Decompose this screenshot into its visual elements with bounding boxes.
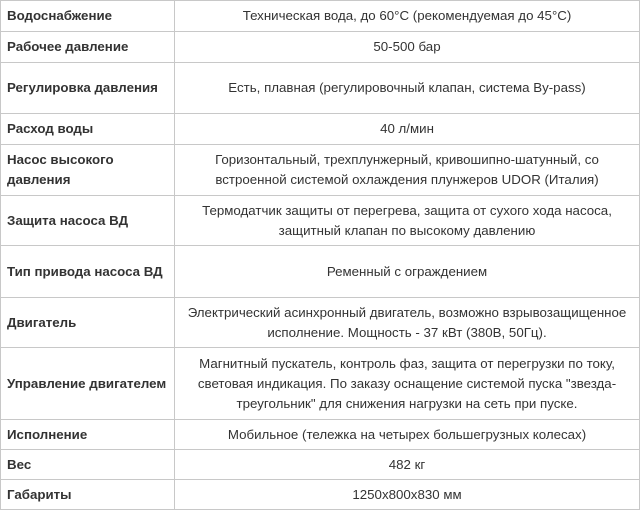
param-name: Расход воды [1,114,175,145]
table-row [1,196,640,246]
param-name: Водоснабжение [1,1,175,32]
param-name: Вес [1,450,175,480]
param-name: Насос высокого давления [1,145,175,196]
param-value: Магнитный пускатель, контроль фаз, защита от перегрузки по току, световая индикация. По заказу оснащение системой пуска "звезда-треугольник" для снижения нагрузки на сеть при пуске. [175,348,640,420]
table-row [1,246,640,298]
param-name: Регулировка давления [1,63,175,114]
table-row [1,63,640,114]
param-value: 40 л/мин [175,114,640,145]
table-row [1,1,640,32]
table-row [1,450,640,480]
param-value: 482 кг [175,450,640,480]
table-row [1,32,640,63]
param-name: Тип привода насоса ВД [1,246,175,298]
table-row [1,298,640,348]
param-name: Управление двигателем [1,348,175,420]
param-value: Электрический асинхронный двигатель, возможно взрывозащищенное исполнение. Мощность - 37 кВт (380В, 50Гц). [175,298,640,348]
param-value: 50-500 бар [175,32,640,63]
param-value: Горизонтальный, трехплунжерный, кривошипно-шатунный, со встроенной системой охлаждения плунжеров UDOR (Италия) [175,145,640,196]
table-row [1,420,640,450]
table-row [1,480,640,510]
param-name: Габариты [1,480,175,510]
param-name: Рабочее давление [1,32,175,63]
param-value: Термодатчик защиты от перегрева, защита от сухого хода насоса, защитный клапан по высокому давлению [175,196,640,246]
param-value: Мобильное (тележка на четырех большегрузных колесах) [175,420,640,450]
param-value: Техническая вода, до 60°С (рекомендуемая до 45°С) [175,1,640,32]
table-row [1,145,640,196]
param-value: 1250х800х830 мм [175,480,640,510]
param-value: Ременный с ограждением [175,246,640,298]
param-name: Защита насоса ВД [1,196,175,246]
param-name: Двигатель [1,298,175,348]
table-row [1,348,640,420]
param-name: Исполнение [1,420,175,450]
table-row [1,114,640,145]
param-value: Есть, плавная (регулировочный клапан, система By-pass) [175,63,640,114]
